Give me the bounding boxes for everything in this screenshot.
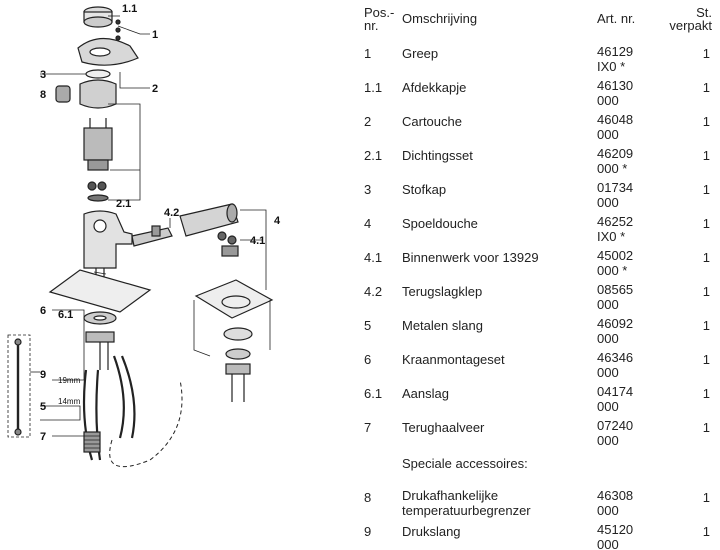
diagram-label-8: 8 — [40, 89, 47, 101]
row-article-number: 46346 000 — [597, 350, 634, 380]
diagram-label-1-1: 1.1 — [122, 3, 138, 15]
header-description: Omschrijving — [402, 11, 478, 26]
row-description: Terughaalveer — [402, 420, 485, 435]
diagram-label-6-1: 6.1 — [58, 309, 74, 321]
row-article-number: 45002 000 * — [597, 248, 634, 278]
header-pos: Pos.- nr. — [364, 5, 395, 33]
pressure-limiter-part — [56, 86, 70, 102]
diagram-label-2: 2 — [152, 83, 159, 95]
diagram-label-4-2: 4.2 — [164, 207, 180, 219]
row-description: Drukafhankelijke temperatuurbegrenzer — [402, 488, 531, 518]
diagram-label-6: 6 — [40, 305, 47, 317]
diagram-label-14mm: 14mm — [58, 397, 81, 406]
row-article-number: 04174 000 — [597, 384, 634, 414]
row-article-number: 08565 000 — [597, 282, 634, 312]
row-position: 1.1 — [364, 80, 383, 95]
row-article-number: 46129 IX0 * — [597, 44, 634, 74]
row-quantity: 1 — [702, 490, 710, 505]
row-article-number: 46130 000 — [597, 78, 634, 108]
return-spring — [84, 432, 100, 452]
header-article-number: Art. nr. — [597, 11, 636, 26]
row-description: Dichtingsset — [402, 148, 473, 163]
faucet-body — [84, 211, 132, 268]
row-position: 4.2 — [364, 284, 383, 299]
row-quantity: 1 — [702, 352, 710, 367]
diagram-label-3: 3 — [40, 69, 47, 81]
row-article-number: 46308 000 — [597, 488, 634, 518]
row-article-number: 46252 IX0 * — [597, 214, 634, 244]
row-position: 2 — [364, 114, 372, 129]
diagram-label-9: 9 — [40, 369, 47, 381]
row-quantity: 1 — [702, 284, 710, 299]
row-description: Afdekkapje — [402, 80, 467, 95]
row-description: Aanslag — [402, 386, 449, 401]
row-description: Greep — [402, 46, 439, 61]
row-quantity: 1 — [702, 420, 710, 435]
row-quantity: 1 — [702, 46, 710, 61]
diagram-label-1: 1 — [152, 29, 159, 41]
diagram-label-5: 5 — [40, 401, 47, 413]
row-quantity: 1 — [702, 148, 710, 163]
row-quantity: 1 — [702, 386, 710, 401]
countertop-plate — [50, 270, 150, 312]
row-article-number: 01734 000 — [597, 180, 634, 210]
row-description: Kraanmontageset — [402, 352, 505, 367]
row-position: 6.1 — [364, 386, 383, 401]
row-description: Terugslagklep — [402, 284, 483, 299]
row-position: 1 — [364, 46, 372, 61]
row-quantity: 1 — [702, 250, 710, 265]
diagram-label-4: 4 — [274, 215, 281, 227]
row-description: Stofkap — [402, 182, 447, 197]
row-position: 2.1 — [364, 148, 383, 163]
row-position: 4 — [364, 216, 372, 231]
row-article-number: 45120 000 — [597, 522, 634, 550]
row-position: 9 — [364, 524, 372, 539]
row-quantity: 1 — [702, 318, 710, 333]
diagram-label-4-1: 4.1 — [250, 235, 266, 247]
row-position: 3 — [364, 182, 372, 197]
special-accessories-heading: Speciale accessoires: — [402, 456, 528, 471]
row-quantity: 1 — [702, 80, 710, 95]
row-article-number: 46048 000 — [597, 112, 634, 142]
cartridge-part — [84, 128, 112, 160]
row-description: Drukslang — [402, 524, 461, 539]
row-position: 8 — [364, 490, 372, 505]
diagram-label-2-1: 2.1 — [116, 198, 132, 210]
row-position: 5 — [364, 318, 372, 333]
row-position: 4.1 — [364, 250, 383, 265]
row-quantity: 1 — [702, 524, 710, 539]
row-quantity: 1 — [702, 182, 710, 197]
row-description: Spoeldouche — [402, 216, 478, 231]
diagram-label-7: 7 — [40, 431, 47, 443]
row-quantity: 1 — [702, 216, 710, 231]
row-quantity: 1 — [702, 114, 710, 129]
row-description: Cartouche — [402, 114, 462, 129]
header-quantity: St. verpakt — [669, 5, 712, 33]
row-description: Metalen slang — [402, 318, 483, 333]
row-description: Binnenwerk voor 13929 — [402, 250, 539, 265]
diagram-label-19mm: 19mm — [58, 376, 81, 385]
row-article-number: 46092 000 — [597, 316, 634, 346]
exploded-parts-diagram — [0, 0, 350, 550]
row-article-number: 46209 000 * — [597, 146, 634, 176]
row-article-number: 07240 000 — [597, 418, 634, 448]
row-position: 7 — [364, 420, 372, 435]
row-position: 6 — [364, 352, 372, 367]
